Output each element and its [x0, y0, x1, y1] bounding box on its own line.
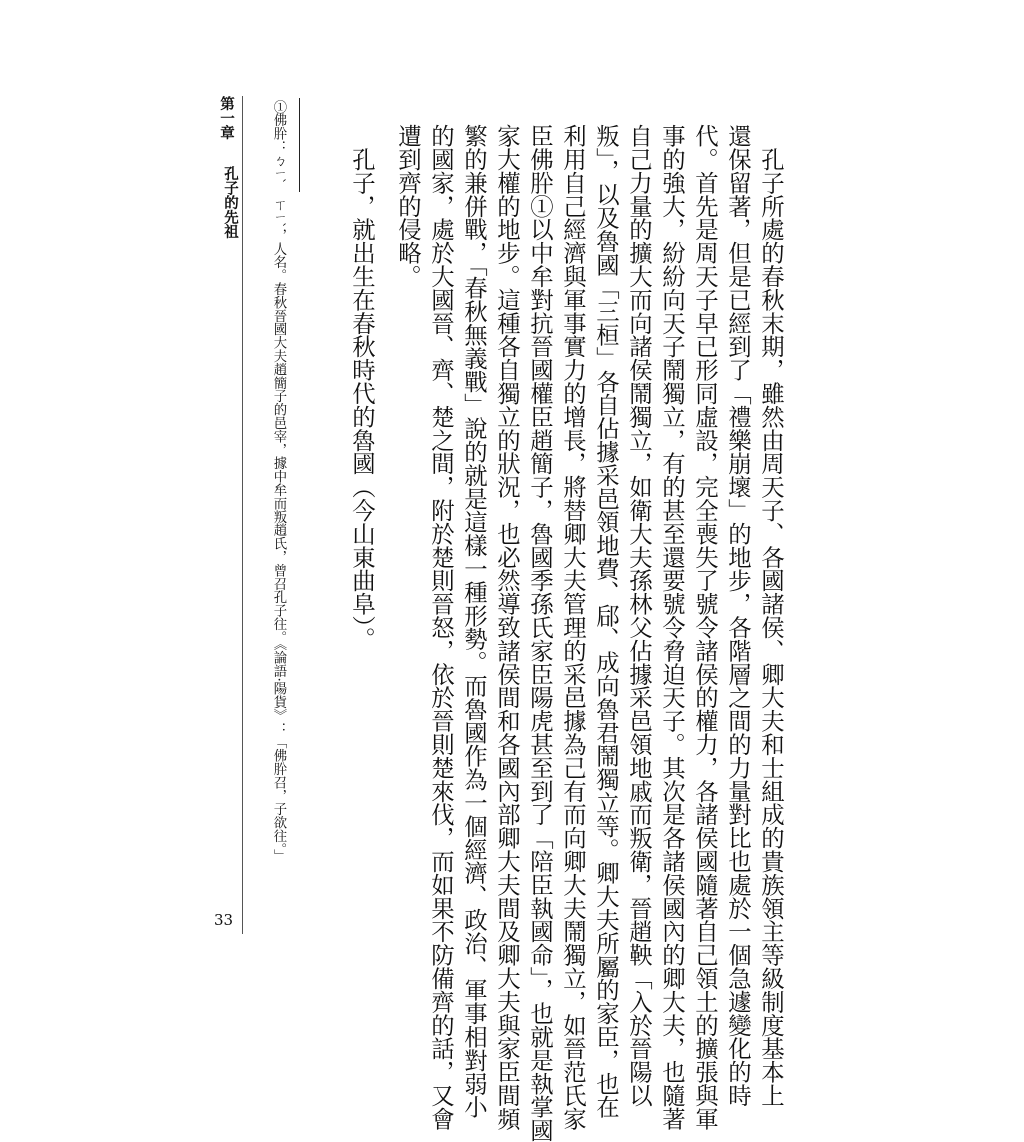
- header-divider-line: [242, 96, 243, 934]
- footnote-divider-line: [299, 98, 300, 192]
- body-column-9: 家大權的地步。這種各自獨立的狀況，也必然導致諸侯間和各國內部卿大夫間及卿大夫與家臣間頻: [493, 124, 521, 1131]
- body-column-4: 事的強大，紛紛向天子鬧獨立，有的甚至還要號令脅迫天子。其次是各諸侯國內的卿大夫，也隨著: [658, 124, 686, 1131]
- body-column-10: 繁的兼併戰，「春秋無義戰」說的就是這樣一種形勢。而魯國作為一個經濟、政治、軍事相對弱小: [460, 124, 488, 1119]
- body-column-5: 自己力量的擴大而向諸侯鬧獨立，如衛大夫孫林父佔據采邑領地戚而叛衛，晉趙鞅「入於晉陽以: [625, 124, 653, 1107]
- running-head-title: 孔子的先祖: [222, 166, 239, 239]
- body-column-12: 遭到齊的侵略。: [394, 124, 422, 288]
- running-head-chapter: 第一章: [218, 96, 235, 140]
- body-column-6: 叛」，以及魯國「三桓」各自佔據采邑領地費、郈、成向魯君鬧獨立等。卿大夫所屬的家臣，也在: [592, 124, 620, 1119]
- body-column-3: 代。首先是周天子早已形同虛設，完全喪失了號令諸侯的權力，各諸侯國隨著自己領土的擴張與軍: [691, 124, 719, 1131]
- body-column-11: 的國家，處於大國晉、齊、楚之間，附於楚則晉怒，依於晉則楚來伐，而如果不防備齊的話，又會: [427, 124, 455, 1131]
- body-column-1: 孔子所處的春秋末期，雖然由周天子、各國諸侯、卿大夫和士組成的貴族領主等級制度基本上: [757, 124, 785, 1107]
- body-column-13: 孔子，就出生在春秋時代的魯國（今山東曲阜）。: [348, 124, 376, 651]
- body-column-8: 臣佛肸①以中牟對抗晉國權臣趙簡子，魯國季孫氏家臣陽虎甚至到了「陪臣執國命」，也就是執掌國: [526, 124, 554, 1142]
- page-number: 33: [214, 911, 234, 929]
- body-column-2: 還保留著，但是已經到了「禮樂崩壞」的地步，各階層之間的力量對比也處於一個急遽變化的時: [724, 124, 752, 1107]
- footnote: ①佛肸：ㄅㄧˋ ㄒㄧˋ，人名。春秋晉國大夫趙簡子的邑宰，據中牟而叛趙氏，曾召孔子往。《論語·陽貨》：「佛肸召，子欲往。」: [271, 100, 286, 863]
- body-column-7: 利用自己經濟與軍事實力的增長，將替卿大夫管理的采邑據為己有而向卿大夫鬧獨立，如晉范氏家: [559, 124, 587, 1131]
